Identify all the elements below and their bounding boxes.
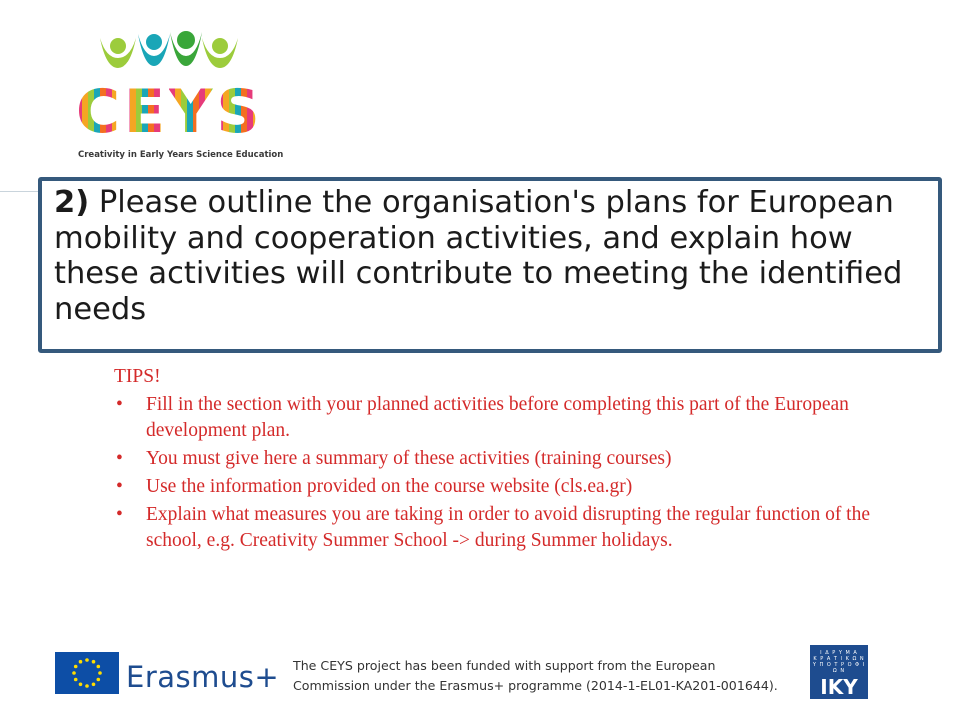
iky-small-text [810, 645, 868, 674]
figure-right [202, 38, 238, 68]
divider-line [0, 191, 40, 192]
figure-center [170, 31, 202, 66]
funding-line: Commission under the Erasmus+ programme (2014-1-EL01-KA201-001644). [293, 678, 778, 693]
funding-line: The CEYS project has been funded with support from the European [293, 658, 716, 673]
iky-small-line: Κ Ρ Α Τ Ι Κ Ω Ν [813, 656, 865, 662]
tip-item: • Explain what measures you are taking in order to avoid disrupting the regular function of the school, e.g. Creativity Summer School -> during Summer holidays. [114, 502, 874, 554]
question-box [38, 177, 942, 353]
ceys-logo [70, 22, 284, 167]
figure-left [100, 38, 136, 68]
iky-logo [810, 645, 868, 699]
question-number: 2) [54, 185, 90, 220]
tips-list [114, 392, 874, 554]
eu-flag-icon [55, 652, 119, 694]
tip-item: • Use the information provided on the course website (cls.ea.gr) [114, 474, 874, 500]
iky-small-line: Υ Π Ο Τ Ρ Ο Φ Ι Ω Ν [812, 662, 866, 674]
tips-section [114, 364, 874, 556]
question-text [42, 181, 938, 327]
logo-caption: Creativity in Early Years Science Education [78, 150, 284, 160]
iky-small-line: Ι Δ Ρ Υ Μ Α [820, 650, 858, 656]
people-figures-icon [96, 28, 246, 84]
figure-center-left [138, 34, 170, 66]
question-body: Please outline the organisation's plans for European mobility and cooperation activities, and explain how these activities will contribute to meeting the identified needs [54, 185, 903, 327]
tips-title: TIPS! [114, 366, 161, 387]
eu-stars-icon [55, 652, 119, 694]
tip-item: • Fill in the section with your planned activities before completing this part of the European development plan. [114, 392, 874, 444]
erasmus-plus-logo-text: Erasmus+ [126, 660, 280, 694]
logo-letter-c: C [76, 77, 121, 147]
tip-item: • You must give here a summary of these activities (training courses) [114, 446, 874, 472]
funding-statement [293, 656, 778, 696]
logo-letter-e: E [124, 77, 166, 147]
logo-letters [76, 77, 260, 147]
iky-text: IKY [820, 675, 858, 699]
logo-letter-s: S [216, 77, 260, 147]
logo-letter-y: Y [169, 77, 213, 147]
